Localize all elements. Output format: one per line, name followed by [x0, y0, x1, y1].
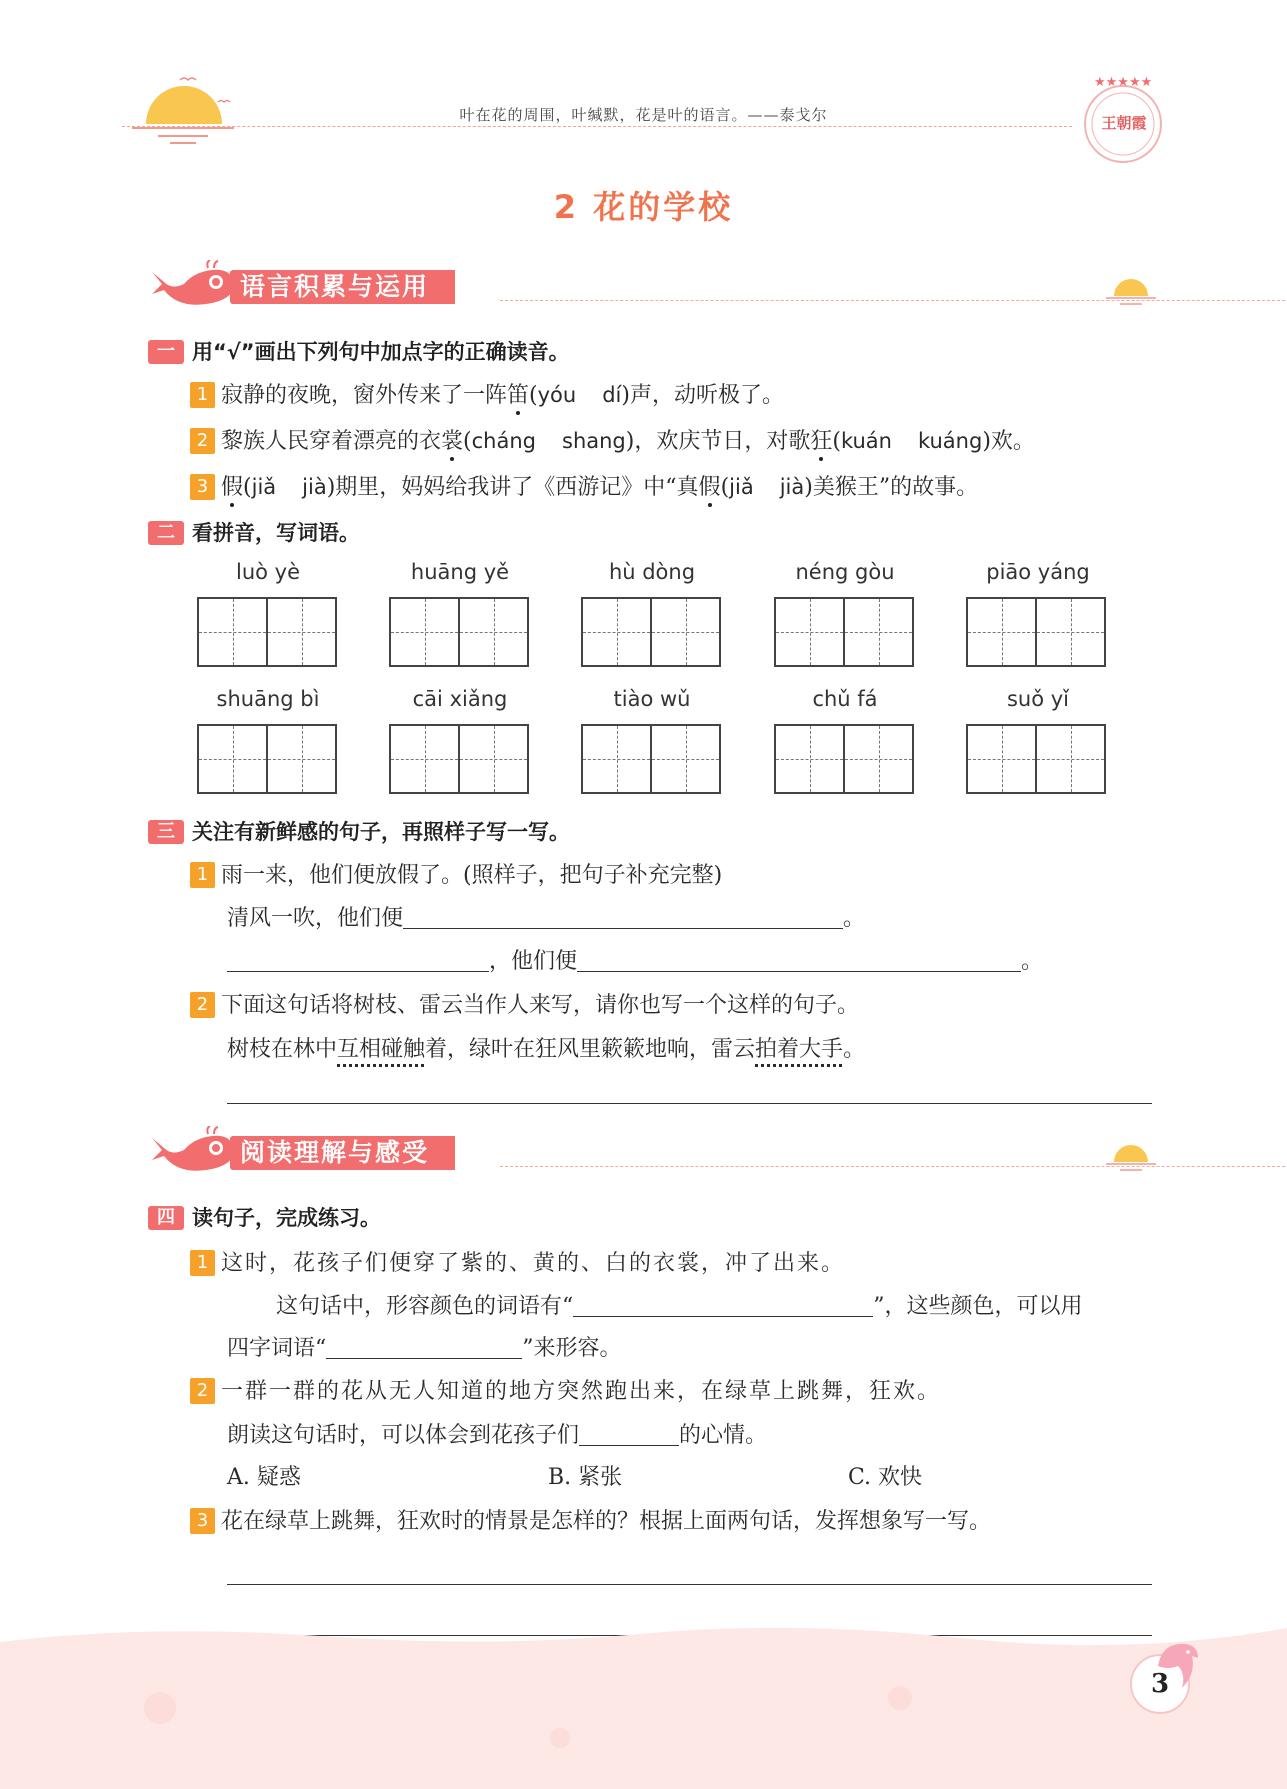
bracket: ( — [243, 475, 252, 500]
pinyin-option[interactable]: jiǎ — [251, 475, 277, 499]
question-2-text: 看拼音，写词语。 — [192, 521, 360, 545]
period: 。 — [1021, 949, 1044, 974]
q4-item-3 — [190, 1504, 991, 1535]
dotted-char: 假 — [221, 475, 244, 500]
sentence-text: 朗读这句话时，可以体会到花孩子们 — [227, 1423, 580, 1448]
q1-item-1 — [190, 378, 784, 409]
footer-wave-decoration — [0, 1618, 1287, 1789]
answer-blank[interactable] — [577, 951, 1021, 972]
bracket: ( — [720, 475, 730, 500]
sentence-text: 树枝在林中 — [227, 1037, 338, 1062]
page-title: 2 花的学校 — [553, 188, 734, 226]
answer-blank[interactable] — [573, 1296, 873, 1317]
sentence-text: ，他们便 — [489, 949, 578, 974]
sentence-text: 寂静的夜晚，窗外传来了一阵 — [221, 383, 508, 408]
section-label-2: 阅读理解与感受 — [230, 1136, 455, 1170]
item-number: 2 — [190, 428, 215, 454]
item-number: 2 — [190, 992, 215, 1018]
answer-line[interactable] — [227, 1103, 1152, 1104]
q4-item-2 — [190, 1374, 941, 1405]
writing-grid[interactable] — [197, 597, 337, 667]
pinyin-option[interactable]: cháng — [471, 429, 536, 453]
writing-grid[interactable] — [774, 724, 914, 794]
dotted-char: 狂 — [810, 429, 833, 454]
bracket: ( — [529, 383, 538, 408]
writing-grid[interactable] — [581, 597, 721, 667]
section-banner-2 — [148, 1134, 1158, 1174]
question-1-title — [148, 336, 570, 366]
sunset-small-icon — [1104, 270, 1158, 310]
pinyin-label: piāo yáng — [986, 560, 1090, 584]
sentence-text: 的心情。 — [679, 1423, 768, 1448]
writing-grid[interactable] — [774, 597, 914, 667]
q4-item-1 — [190, 1246, 845, 1277]
question-2-number: 二 — [148, 521, 184, 545]
q3-example-sentence — [227, 1032, 865, 1063]
sentence-text: 四字词语“ — [227, 1336, 327, 1361]
item-number: 3 — [190, 1508, 215, 1534]
sentence-text: 清风一吹，他们便 — [227, 906, 404, 931]
q4-item-2-line-1 — [227, 1418, 767, 1449]
question-4-number: 四 — [148, 1206, 184, 1230]
q3-item-1-line-2 — [227, 944, 1043, 975]
pinyin-option[interactable]: jiǎ — [729, 475, 754, 499]
sentence-text: 黎族人民穿着漂亮的衣 — [221, 429, 442, 454]
dolphin-icon — [1152, 1636, 1204, 1692]
writing-grid[interactable] — [389, 724, 529, 794]
pinyin-label: suǒ yǐ — [1006, 687, 1070, 711]
sentence-text: ”来形容。 — [522, 1336, 622, 1361]
writing-grid[interactable] — [389, 597, 529, 667]
answer-blank[interactable] — [326, 1338, 522, 1359]
writing-grid[interactable] — [966, 597, 1106, 667]
instruction-text: 雨一来，他们便放假了。(照样子，把句子补充完整) — [221, 863, 723, 888]
question-4-title — [148, 1202, 381, 1232]
pinyin-label: hù dòng — [608, 560, 696, 584]
pinyin-label: cāi xiǎng — [412, 687, 508, 711]
question-4-text: 读句子，完成练习。 — [192, 1206, 381, 1230]
q4-item-1-line-1 — [276, 1289, 1083, 1320]
pinyin-option[interactable]: dí — [602, 383, 622, 407]
question-3-text: 关注有新鲜感的句子，再照样子写一写。 — [192, 820, 570, 844]
instruction-text: 花在绿草上跳舞，狂欢时的情景是怎样的？根据上面两句话，发挥想象写一写。 — [221, 1509, 992, 1534]
question-3-title — [148, 816, 570, 846]
q3-item-1-line-1 — [227, 901, 865, 932]
dotted-phrase: 互相碰触 — [337, 1037, 426, 1062]
sentence-text: ”，这些颜色，可以用 — [873, 1294, 1083, 1319]
question-1-number: 一 — [148, 340, 184, 364]
item-number: 3 — [190, 474, 215, 500]
q1-item-2 — [190, 424, 1035, 455]
pinyin-option[interactable]: kuáng — [917, 429, 983, 453]
whale-icon — [148, 1126, 240, 1178]
sentence-text: )美猴王”的故事。 — [804, 475, 979, 500]
publisher-logo-text: 王朝霞 — [1101, 114, 1147, 132]
sentence-text: 着，绿叶在狂风里簌簌地响，雷云 — [425, 1037, 756, 1062]
header-quote: 叶在花的周围，叶缄默，花是叶的语言。——泰戈尔 — [459, 106, 828, 124]
pinyin-option[interactable]: jià — [302, 475, 327, 499]
bracket: ( — [832, 429, 841, 454]
section-banner-1 — [148, 268, 1158, 308]
answer-blank[interactable] — [403, 908, 843, 929]
item-number: 1 — [190, 862, 215, 888]
section-label-1: 语言积累与运用 — [230, 270, 455, 304]
answer-blank[interactable] — [579, 1425, 679, 1446]
sunset-small-icon — [1104, 1136, 1158, 1176]
item-number: 2 — [190, 1378, 215, 1404]
pinyin-label: néng gòu — [795, 560, 895, 584]
dotted-phrase: 拍着大手 — [755, 1037, 844, 1062]
dotted-char: 假 — [698, 475, 721, 500]
sentence-text: )，欢庆节日，对歌 — [625, 429, 811, 454]
writing-grid[interactable] — [581, 724, 721, 794]
q3-item-1 — [190, 858, 722, 889]
page-number: 3 — [1130, 1654, 1190, 1714]
option-b[interactable]: B. 紧张 — [548, 1465, 623, 1490]
pinyin-option[interactable]: kuán — [840, 429, 892, 453]
sentence-text: 这句话中，形容颜色的词语有“ — [276, 1294, 574, 1319]
item-number: 1 — [190, 1250, 215, 1276]
section-divider-2 — [500, 1166, 1287, 1167]
sentence-text: 一群一群的花从无人知道的地方突然跑出来，在绿草上跳舞，狂欢。 — [221, 1379, 942, 1404]
pinyin-option[interactable]: jià — [779, 475, 805, 499]
writing-grid[interactable] — [197, 724, 337, 794]
option-c[interactable]: C. 欢快 — [848, 1465, 923, 1490]
writing-grid[interactable] — [966, 724, 1106, 794]
sentence-text: )声，动听极了。 — [621, 383, 784, 408]
sentence-text: 这时，花孩子们便穿了紫的、黄的、白的衣裳，冲了出来。 — [221, 1251, 846, 1276]
answer-line[interactable] — [227, 1584, 1152, 1585]
svg-text:★★★★★: ★★★★★ — [1094, 75, 1153, 90]
header-divider — [122, 126, 1072, 127]
q3-item-2 — [190, 988, 859, 1019]
instruction-text: 下面这句话将树枝、雷云当作人来写，请你也写一个这样的句子。 — [221, 993, 860, 1018]
dotted-char: 裳 — [441, 429, 464, 454]
question-1-text: 用“√”画出下列句中加点字的正确读音。 — [192, 340, 570, 364]
pinyin-label: shuāng bì — [216, 687, 320, 711]
pinyin-label: tiào wǔ — [613, 687, 691, 711]
pinyin-label: chǔ fá — [812, 687, 878, 711]
option-a[interactable]: A. 疑惑 — [227, 1465, 301, 1490]
pinyin-option[interactable]: yóu — [537, 383, 577, 407]
dotted-char: 笛 — [507, 383, 530, 408]
q1-item-3 — [190, 470, 978, 501]
whale-icon — [148, 260, 240, 312]
question-3-number: 三 — [148, 820, 184, 844]
pinyin-label: luò yè — [235, 560, 300, 584]
answer-blank[interactable] — [227, 951, 489, 972]
item-number: 1 — [190, 382, 215, 408]
q4-item-1-line-2 — [227, 1331, 622, 1362]
question-2-title — [148, 517, 360, 547]
pinyin-label: huāng yě — [410, 560, 510, 584]
sentence-text: )欢。 — [982, 429, 1035, 454]
section-divider-1 — [500, 300, 1287, 301]
sentence-text: )期里，妈妈给我讲了《西游记》中“真 — [326, 475, 699, 500]
sentence-text: 。 — [843, 1037, 866, 1062]
bracket: ( — [463, 429, 472, 454]
period: 。 — [843, 906, 866, 931]
pinyin-option[interactable]: shang — [562, 429, 626, 453]
